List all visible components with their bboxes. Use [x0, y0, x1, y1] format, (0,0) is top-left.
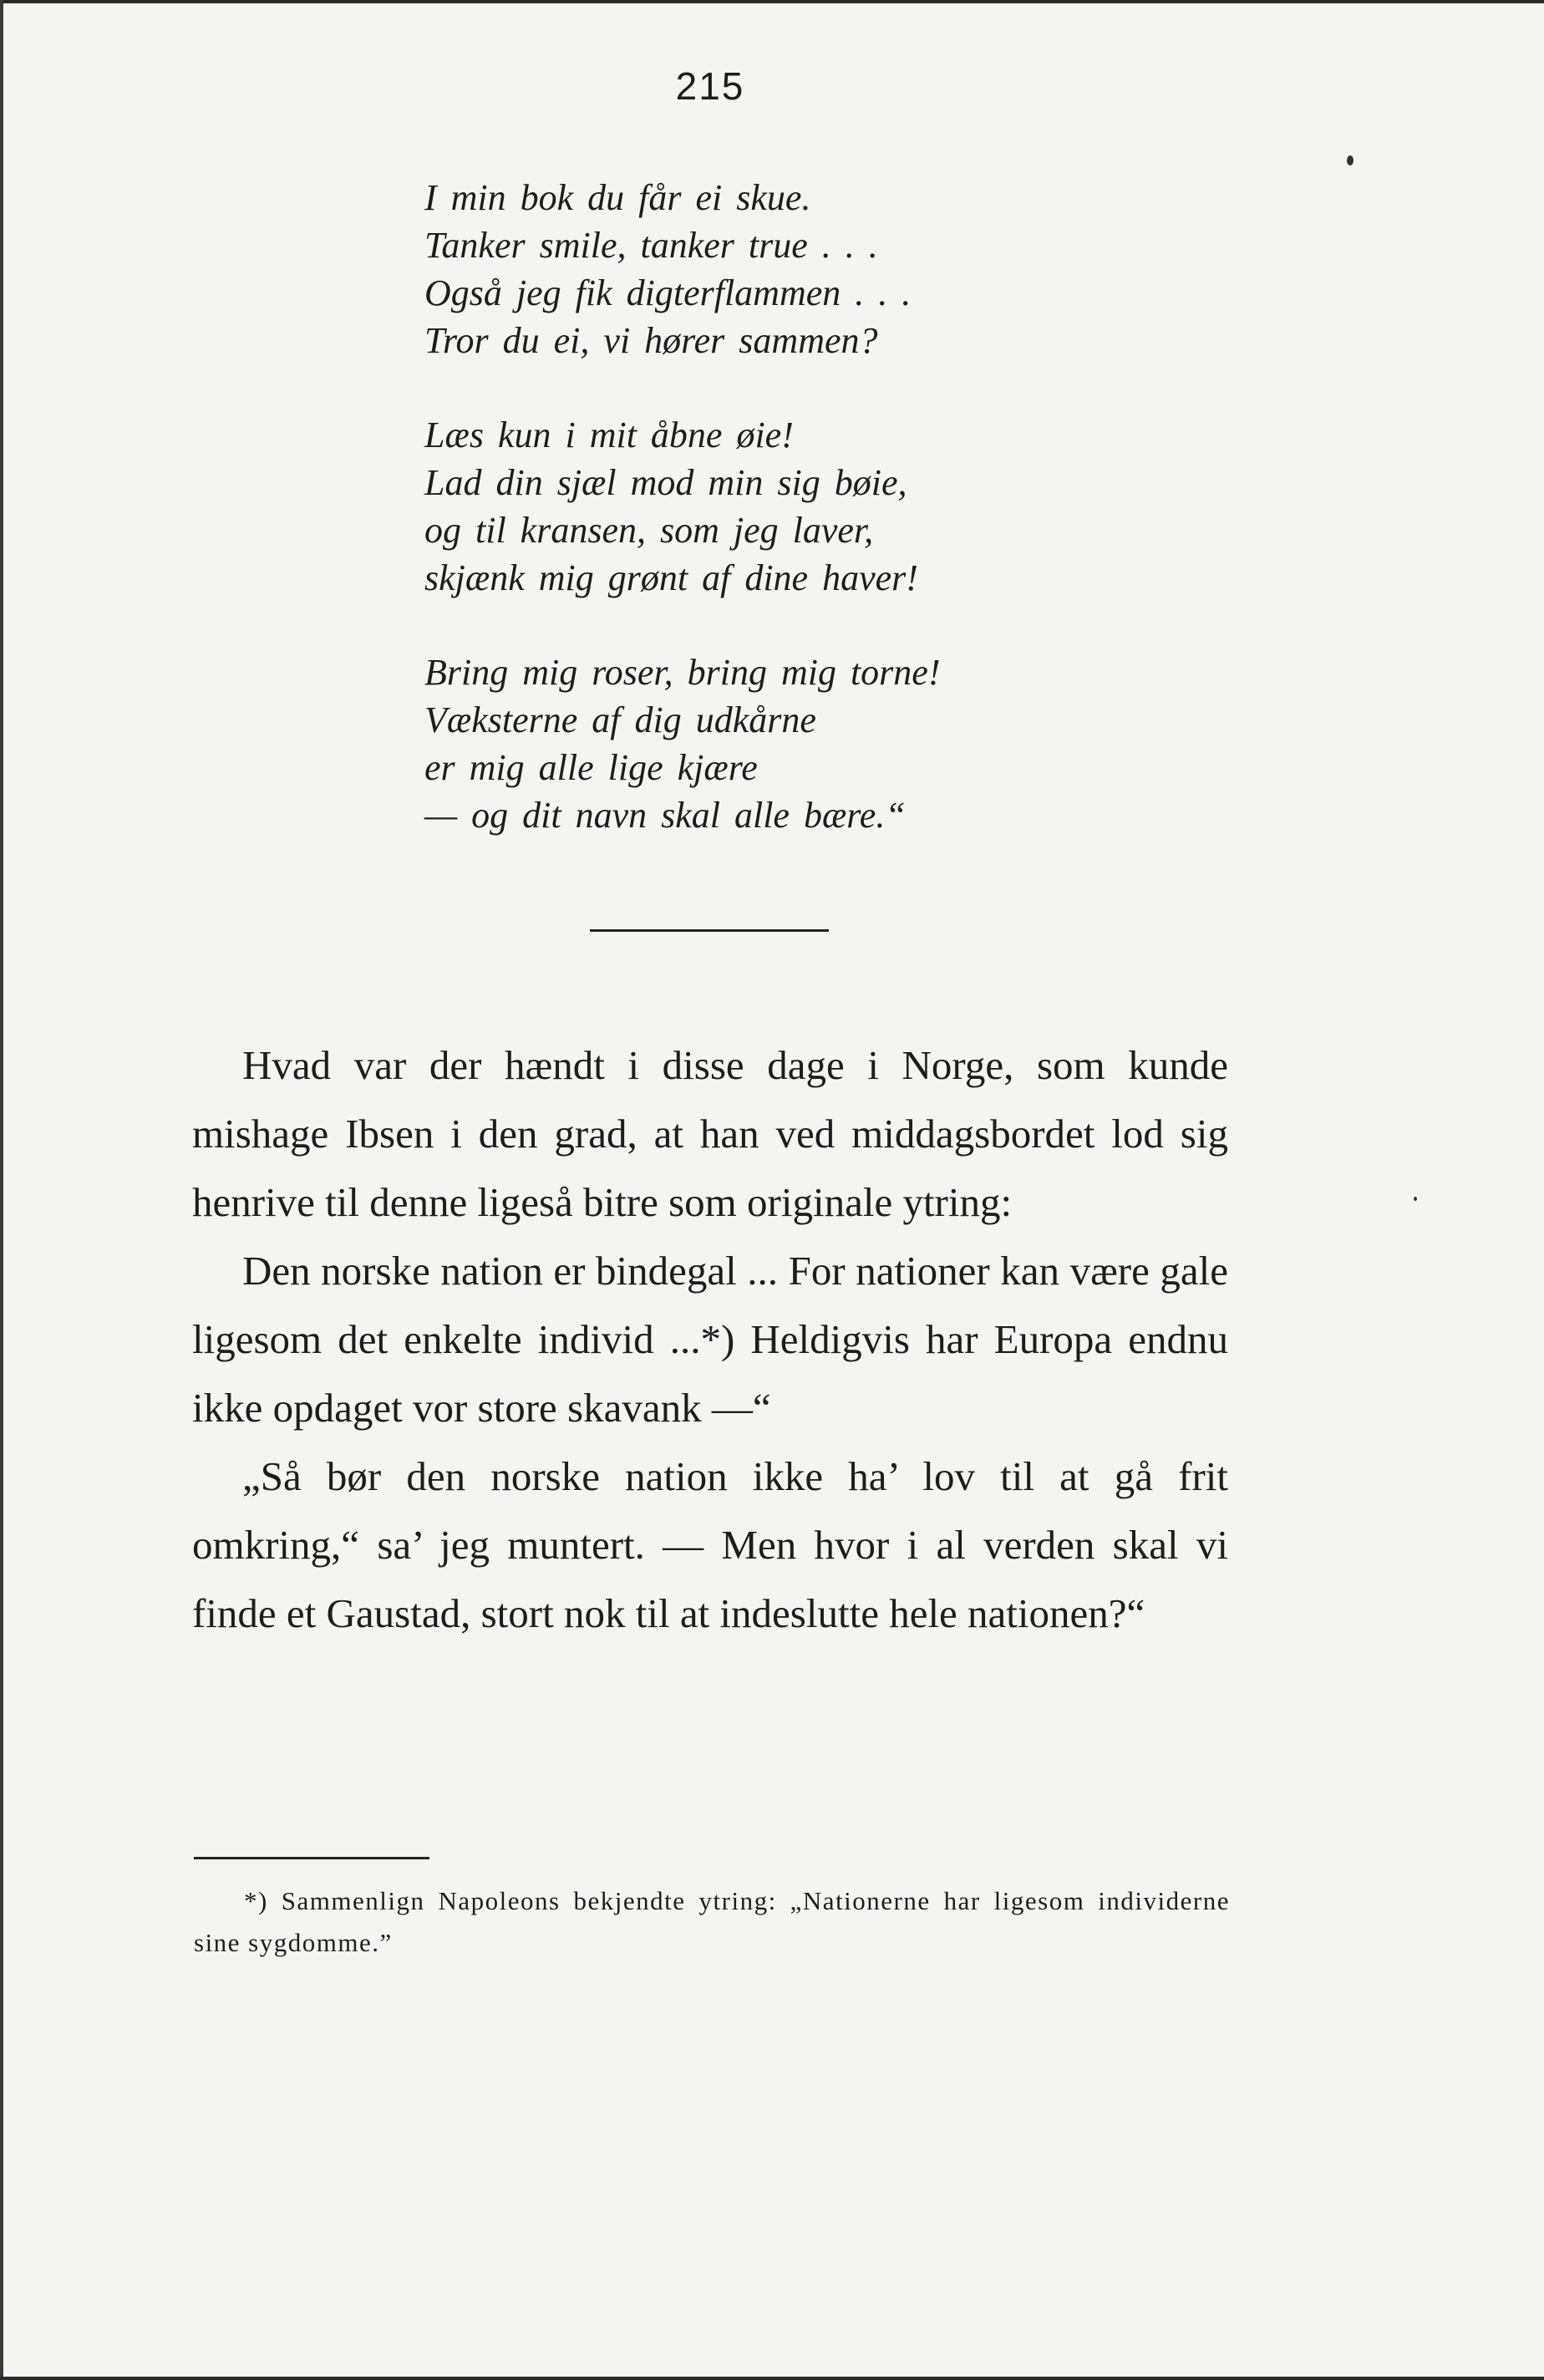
poem-line: Bring mig roser, bring mig torne!: [424, 652, 941, 693]
poem-line: Lad din sjæl mod min sig bøie,: [424, 462, 907, 503]
ink-speck: [1347, 155, 1354, 165]
poem-stanza: [424, 411, 1176, 602]
poem-stanza: [424, 174, 1176, 364]
poem-line: skjænk mig grønt af dine haver!: [424, 557, 918, 598]
poem-line: Væksterne af dig udkårne: [424, 699, 816, 740]
page-border-left: [0, 0, 3, 2380]
poem-stanza: [424, 648, 1176, 839]
poem-line: er mig alle lige kjære: [424, 747, 758, 788]
poem: [424, 174, 1176, 839]
body-text: [192, 1031, 1228, 1648]
poem-line: og til kransen, som jeg laver,: [424, 510, 874, 551]
page-border-top: [0, 0, 1544, 3]
footnote: *) Sammenlign Napoleons bekjendte ytring: „Nationerne har ligesom individerne sine sygdomme.”: [194, 1886, 1230, 1957]
ink-speck: [1414, 1197, 1417, 1201]
poem-line: Også jeg fik digterflammen . . .: [424, 272, 912, 313]
page-border-bottom: [0, 2377, 1544, 2380]
poem-line: Læs kun i mit åbne øie!: [424, 414, 794, 455]
poem-line: Tror du ei, vi hører sammen?: [424, 320, 878, 361]
poem-line: Tanker smile, tanker true . . .: [424, 225, 878, 266]
footnote-rule: [194, 1857, 429, 1859]
section-separator: [590, 929, 829, 932]
paragraph: „Så bør den norske nation ikke ha’ lov til at gå frit omkring,“ sa’ jeg muntert. — Men hvor i al verden skal vi finde et Gaustad, stort nok til at indeslutte hele nationen?“: [192, 1453, 1228, 1636]
poem-line: — og dit navn skal alle bære.“: [424, 795, 906, 836]
poem-line: I min bok du får ei skue.: [424, 177, 811, 218]
page-number: 215: [675, 64, 745, 108]
paragraph: Hvad var der hændt i disse dage i Norge, som kunde mishage Ibsen i den grad, at han ved middagsbordet lod sig henrive til denne ligeså bitre som originale ytring:: [192, 1042, 1228, 1225]
paragraph: Den norske nation er bindegal ... For nationer kan være gale ligesom det enkelte individ ...*) Heldigvis har Europa endnu ikke opdaget vor store skavank —“: [192, 1248, 1228, 1431]
